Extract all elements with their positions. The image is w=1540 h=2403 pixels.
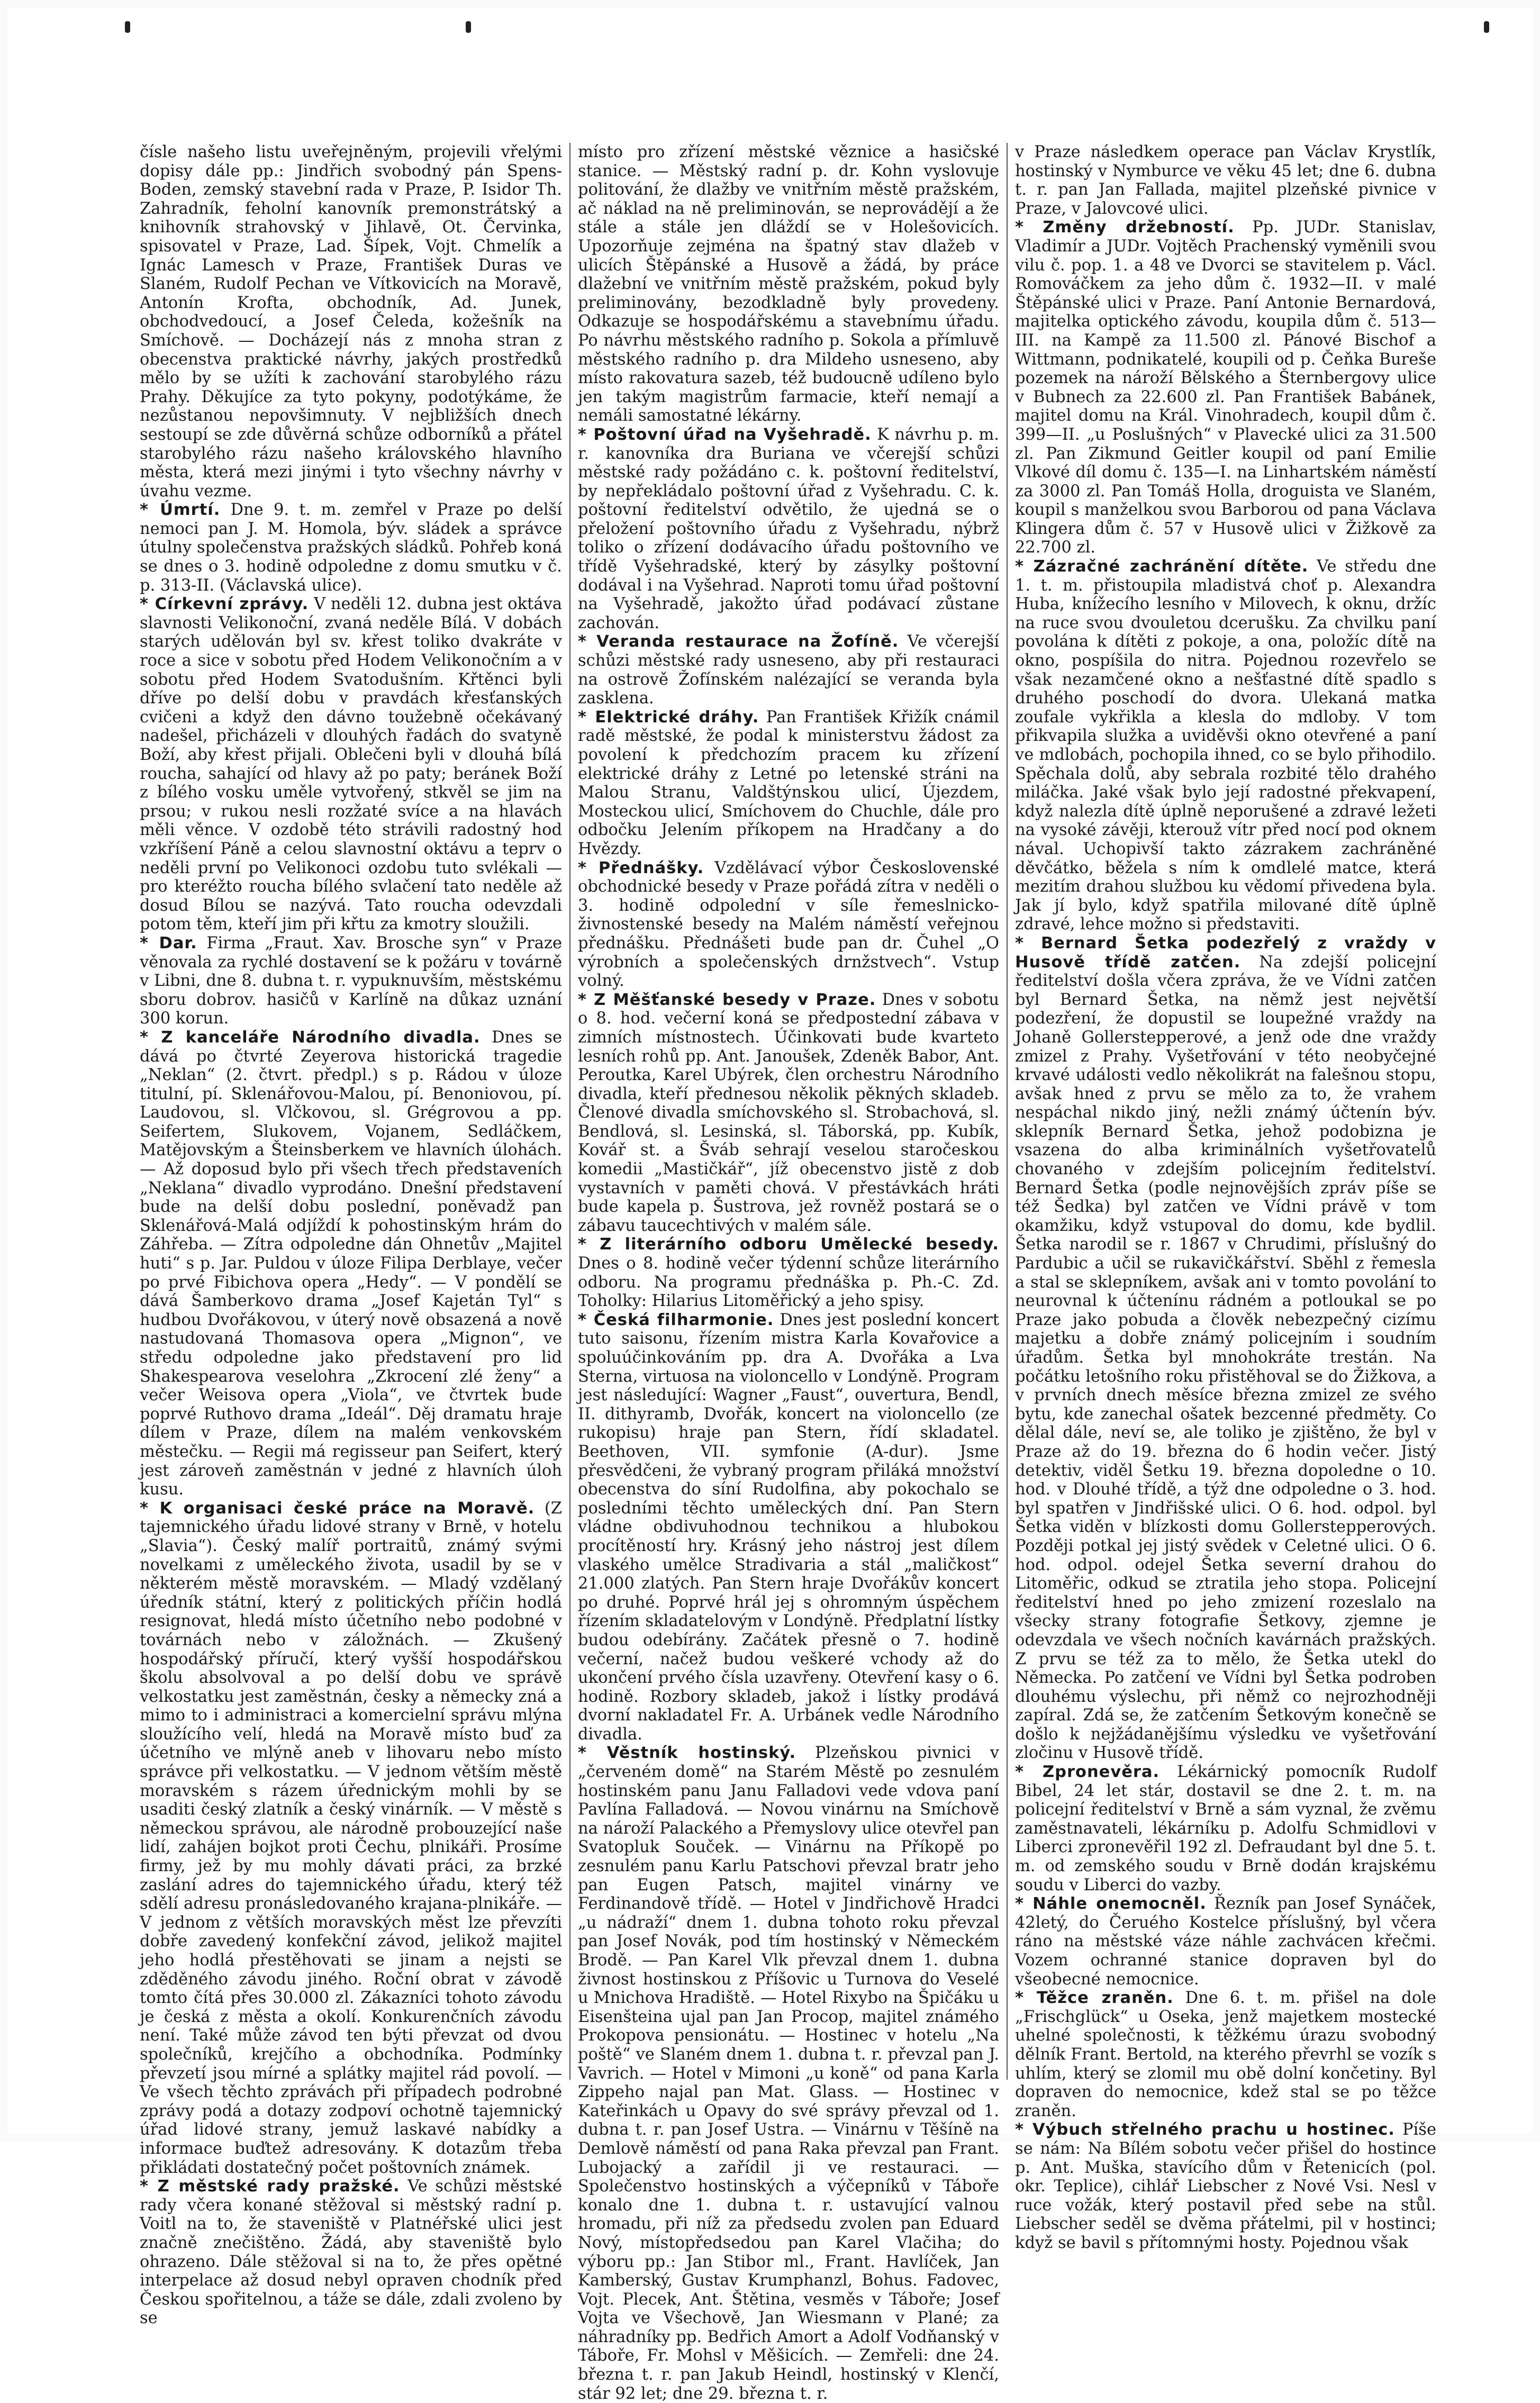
news-item xyxy=(1015,2120,1436,2252)
news-item-text: místo pro zřízení městské věznice a hasičské stanice. — Městský radní p. dr. Kohn vyslovuje politování, že dlažby ve vnitřním městě pražském, ač náklad na ně preliminován, se neprovádějí a že stále a stále jen dláždí se v Holešovicích. Upozorňuje zejména na špatný stav dlažeb v ulicích Štěpánské a Husově a žádá, by práce dlažební ve vnitřním městě pražském, pokud byly preliminovány, bezodkladně byly provedeny. Odkazuje se hospodářskému a stavebnímu úřadu. Po návrhu městského radního p. Sokola a přímluvě městského radního p. dra Mildeho usneseno, aby místo rakovatura sazeb, též budoucně udíleno bylo jen takým magistrům farmacie, kteří nemají a nemáli samostatné lékárny. xyxy=(578,143,999,425)
scan-mark xyxy=(1484,21,1489,33)
news-item xyxy=(1015,1763,1436,1894)
news-item xyxy=(140,595,562,934)
news-item-heading: * K organisaci české práce na Moravě. xyxy=(140,1499,535,1518)
newspaper-page xyxy=(132,143,1445,2403)
news-item-text: Lékárnický pomocník Rudolf Bibel, 24 let stár, dostavil se dne 2. t. m. na policejní ředitelství v Brně a sám vyznal, že zvěmu zaměstnavateli, lékárníku p. Adolfu Schmidlovi v Liberci zpronevěřil 192 zl. Defraudant byl dne 5. t. m. od zemského soudu v Brně dodán krajskému soudu v Liberci do vazby. xyxy=(1015,1763,1436,1894)
news-item-heading: * Výbuch střelného prachu u hostinec. xyxy=(1015,2120,1395,2139)
news-item-text: K návrhu p. m. r. kanovníka dra Buriana ve včerejší schůzi městské rady požádáno c. k. poštovní ředitelství, by nepřekládalo poštovní úřad z Vyšehradu. C. k. poštovní ředitelství odvětilo, že ujedná se o přeložení poštovního úřadu z Vyšehradu, nýbrž toliko o zřízení dodávacího úřadu poštovního ve třídě Vyšehradské, který by zásylky poštovní dodával i na Vyšehrad. Naproti tomu úřad poštovní na Vyšehradě, jakožto úřad podávací zůstane zachován. xyxy=(578,425,1000,632)
news-item-text: Ve schůzi městské rady včera konané stěžoval si městský radní p. Voitl na to, že staveniště v Platnéřské ulici jest značně znečištěno. Žádá, aby staveniště bylo ohrazeno. Dále stěžoval si na to, že přes opětné interpelace až dosud nebyl opraven chodník před Českou spořitelnou, a táže se dále, zdali zvoleno by se xyxy=(140,2177,563,2328)
news-item-heading: * Česká filharmonie. xyxy=(578,1310,774,1329)
news-item xyxy=(140,934,562,1028)
news-item-heading: * Z literárního odboru Umělecké besedy. xyxy=(578,1235,999,1254)
news-item-text: Vzdělávací výbor Československé obchodnické besedy v Praze pořádá zítra v neděli o 3. hodině odpolední v síle řemeslnicko-živnostenské besedy na Malém náměstí veřejnou přednášku. Přednášeti bude pan dr. Čuhel „O výrobních a společenských drnžstvech“. Vstup volný. xyxy=(578,858,999,991)
news-item xyxy=(140,143,562,501)
news-item-text: Na zdejší policejní ředitelství došla včera zpráva, že ve Vídni zatčen byl Bernard Šetka, na němž jest největší podezření, že dopustil se loupežné vraždy na Johaně Gollerstepperové, a jenž ode dne vraždy zmizel z Prahy. Vyšetřování v této neobyčejné krvavé události vedlo několikrát na falešnou stopu, avšak hned z prvu se mělo za to, že vrahem nespáchal nikdo jiný, nežli známý účtenín býv. sklepník Bernard Šetka, jehož podobizna je vsazena do alba kriminálních vyšetřovatelů chovaného v zdejším policejním ředitelství. Bernard Šetka (podle nejnovějších zpráv píše se též Šedka) byl zatčen ve Vídni právě v tom okamžiku, když vstupoval do domu, kde bydlil. Šetka narodil se r. 1867 v Chrudimi, příslušný do Pardubic a učil se rukavičkářství. Sběhl z řemesla a stal se sklepníkem, avšak ani v tomto povolání to neurovnal k účtenínu rádném a potloukal se po Praze jako pobuda a člověk nebezpečný cizímu majetku a dobře známý policejním i soudním úřadům. Šetka byl mnohokráte trestán. Na počátku letošního roku přistěhoval se do Žižkova, a v prvních dnech měsíce března zmizel ze svého bytu, kde zanechal ošatek bezcenné předměty. Co dělal dále, neví se, ale toliko je zjištěno, že byl v Praze až do 19. března do 6 hodin večer. Jistý detektiv, viděl Šetku 19. března dopoledne o 10. hod. v Dlouhé třídě, a týž dne odpoledne o 3. hod. byl spatřen v Jindřišské ulici. O 6. hod. odpol. byl Šetka viděn v blízkosti domu Gollerstepperových. Později potkal jej jistý svědek v Celetné ulici. O 6. hod. odpol. odejel Šetka severní drahou do Litoměřic, odkud se ztratila jeho stopa. Policejní ředitelství hned po jeho zmizení rozeslalo na všecky strany fotografie Šetkovy, zjemne je odevzdala ve všech nočních kavárnách pražských. Z prvu se též za to mělo, že Šetka utekl do Německa. Po zatčení ve Vídni byl Šetka podroben dlouhému výslechu, při němž co nejrozhodněji zapíral. Zdá se, že zatčením Šetkovým konečně se došlo k nejžádanějšímu výsledku ve vyšetřování zločinu v Husově třídě. xyxy=(1015,953,1436,1763)
news-item xyxy=(578,1744,999,2403)
news-item-heading: * Církevní zprávy. xyxy=(140,595,309,614)
news-item-heading: * Úmrtí. xyxy=(140,501,221,520)
news-item-text: v Praze následkem operace pan Václav Krystlík, hostinský v Nymburce ve věku 45 let; dne 6. dubna t. r. pan Jan Fallada, majitel plzeňské pivnice v Praze, v Jalovcové ulici. xyxy=(1015,143,1436,218)
news-item-text: Řezník pan Josef Synáček, 42letý, do Čeruého Kostelce příslušný, byl včera ráno na městské váze náhle zachvácen křečmi. Vozem ochranné stanice dopraven byl do všeobecné nemocnice. xyxy=(1015,1894,1436,1989)
news-item-text: Dnes se dává po čtvrté Zeyerova historická tragedie „Neklan“ (2. čtvrt. předpl.) s p. Rádou v úloze titulní, pí. Sklenářovou-Malou, pí. Benoniovou, pí. Laudovou, sl. Vlčkovou, sl. Grégrovou a pp. Seifertem, Slukovem, Vojanem, Sedláčkem, Matějovským a Šteinsberkem ve hlavních úlohách. — Až doposud bylo při všech třech představeních „Neklana“ divadlo vyprodáno. Dnešní představení bude na delší dobu poslední, poněvadž pan Sklenářová-Malá odjíždí k pohostinským hrám do Záhřeba. — Zítra odpoledne dán Ohnetův „Majitel huti“ s p. Jar. Puldou v úloze Filipa Derblaye, večer po prvé Fibichova opera „Hedy“. — V pondělí se dává Šamberkovo drama „Josef Kajetán Tyl“ s hudbou Dvořákovou, v úterý nově obsazená a nově nastudovaná Thomasova opera „Mignon“, ve středu odpoledne jako představení pro lid Shakespearova veselohra „Zkrocení zlé ženy“ a večer Weisova opera „Viola“, ve čtvrtek bude poprvé Ruthovo drama „Ideál“. Děj dramatu hraje dílem v Praze, dílem na malém venkovském městečku. — Regii má regisseur pan Seifert, který jest zároveň zaměstnán v jedné z hlavních úloh kusu. xyxy=(140,1028,563,1499)
news-item xyxy=(578,632,999,708)
news-item-text: Dnes o 8. hodině večer týdenní schůze literárního odboru. Na programu přednáška p. Ph.-C. Zd. Toholky: Hilarius Litoměřický a jeho spisy. xyxy=(578,1254,999,1311)
news-item-text: Pp. JUDr. Stanislav, Vladimír a JUDr. Vojtěch Prachenský vyměnili svou vilu č. pop. 1. a 48 ve Dvorci se stavitelem p. Václ. Romováčkem za jeho dům č. 1932—II. v malé Štěpánské ulici v Praze. Paní Antonie Bernardová, majitelka optického závodu, koupila dům č. 513—III. na Kampě za 11.500 zl. Pánové Bischof a Wittmann, podnikatelé, koupili od p. Čeňka Bureše pozemek na nároží Bělského a Šternbergovy ulice v Bubnech za 22.600 zl. Pan František Babánek, majitel domu na Král. Vinohradech, koupil dům č. 399—II. „u Poslušných“ v Plavecké ulici za 31.500 zl. Pan Zikmund Geitler koupil od paní Emilie Vlkové díl domu č. 135—I. na Linhartském náměstí za 3000 zl. Pan Tomáš Holla, droguista ve Slaném, koupil s manželkou svou Barborou od pana Václava Klingera dům č. 57 v Husově ulici v Žižkově za 22.700 zl. xyxy=(1015,218,1437,557)
scan-mark xyxy=(125,21,130,33)
news-item-text: Pan František Křižík cnámil radě městské, že podal k ministerstvu žádost za povolení k předchozím pracem ku zřízení elektrické dráhy z Letné po letenské stráni na Malou Stranu, Valdštýnskou ulicí, Újezdem, Mosteckou ulicí, Smíchovem do Chuchle, dále pro odbočku Jelením příkopem na Hradčany a do Hvězdy. xyxy=(578,708,999,858)
news-item-heading: * Změny držebností. xyxy=(1015,218,1235,237)
news-item xyxy=(140,2177,562,2328)
news-item-heading: * Bernard Šetka podezřelý z vraždy v Husově třídě zatčen. xyxy=(1015,933,1436,972)
news-item xyxy=(1015,1894,1436,1989)
scan-mark xyxy=(466,21,471,33)
news-item xyxy=(1015,934,1436,1763)
column-left xyxy=(132,143,569,2328)
news-item xyxy=(140,1499,562,2177)
news-item-text: čísle našeho listu uveřejněným, projevili vřelými dopisy dále pp.: Jindřich svobodný pán Spens-Boden, zemský stavební rada v Praze, P. Isidor Th. Zahradník, feholní kanovník premonstrátský a knihovník strahovský v Jihlavě, Ot. Červinka, spisovatel v Praze, Lad. Šípek, Vojt. Chmelík a Ignác Lamesch v Praze, František Duras ve Slaném, Rudolf Pechan ve Vítkovicích na Moravě, Antonín Krofta, obchodník, Ad. Junek, obchodvedoucí, a Josef Čeleda, kožešník na Smíchově. — Docházejí nás z mnoha stran z obecenstva praktické návrhy, jakých prostředků mělo by se užíti k zachování starobylého rázu Prahy. Děkujíce za tyto pokyny, podotýkáme, že nezůstanou nepovšimnuty. V nejbližších dnech sestoupí se zde důvěrná schůze odborníků a přátel starobylého rázu našeho královského hlavního města, která mezi jinými i tyto všechny návrhy v úvahu vezme. xyxy=(140,143,562,501)
news-item-heading: * Z Měšťanské besedy v Praze. xyxy=(578,990,876,1009)
news-item-heading: * Elektrické dráhy. xyxy=(578,708,759,727)
news-item-text: Dne 9. t. m. zemřel v Praze po delší nemoci pan J. M. Homola, býv. sládek a správce útulny společenstva pražských sládků. Pohřeb koná se dnes o 3. hodině odpoledne z domu smutku v č. p. 313-II. (Václavská ulice). xyxy=(140,501,562,595)
news-item-text: (Z tajemnického úřadu lidové strany v Brně, v hotelu „Slavia“). Český malíř portraitů, známý svými novelkami z uměleckého života, usadil by se v některém městě moravském. — Mladý vzdělaný úředník státní, který z politických příčin hodlá resignovat, hledá místo účetního nebo podobné v továrnách nebo v záložnách. — Zkušený hospodářský příručí, který vyšší hospodářskou školu absolvoval a po delší dobu ve správě velkostatku jest zaměstnán, česky a německy zná a mimo to i administraci a komercielní správu mlýna sloužícího velí, hledá na Moravě místo buď za účetního ve mlýně aneb v lihovaru nebo místo správce při velkostatku. — V jednom větším městě moravském s rázem úřednickým mohli by se usaditi český zlatník a český vinárník. — V městě s německou správou, ale národně probouzející naše lidí, zahájen bojkot proti Čechu, plnikáři. Prosíme firmy, jež by mu mohly dávati práci, za brzké zaslání adres do tajemnického úřadu, který též sdělí adresu pronásledovaného krajana-plnikáře. — V jednom z větších moravských měst lze převzíti dobře zavedený konfekční závod, jelikož majitel jeho hodlá přestěhovati se jinam a nejsti se zděděného závodu jiného. Roční obrat v závodě tomto čítá přes 30.000 zl. Zákazníci tohoto závodu je česká z města a okolí. Konkurenčních závodu není. Také může závod ten býti převzat od dvou společníků, krejčího a obchodníka. Podmínky převzetí jsou mírné a splátky majitel rád povolí. — Ve všech těchto zprávách při případech podrobné zprávy podá a dotazy zodpoví ochotně tajemnický úřad lidové strany, jemuž laskavé nabídky a informace buďtež adresovány. K dotazům třeba přikládati dostatečný počet poštovních známek. xyxy=(140,1499,562,2177)
news-item-text: Píše se nám: Na Bílém sobotu večer přišel do hostince p. Ant. Muška, stavícího dům v Řetenicích (pol. okr. Teplice), cihlář Liebscher z Nové Vsi. Nesl v ruce vožák, který postavil před sebe na stůl. Liebscher seděl se dvěma přátelmi, pil v hostinci; když se bavil s přítomnými hosty. Pojednou však xyxy=(1015,2120,1436,2252)
news-item xyxy=(578,708,999,859)
news-item-heading: * Zpronevěra. xyxy=(1015,1763,1160,1782)
news-item-heading: * Veranda restaurace na Žofíně. xyxy=(578,632,899,651)
column-middle xyxy=(569,143,1007,2403)
news-item-text: V neděli 12. dubna jest oktáva slavnosti Velikonoční, zvaná neděle Bílá. V dobách starých udělován byl sv. křest toliko dvakráte v roce a sice v sobotu před Hodem Velikonočním a v sobotu před Hodem Svatodušním. Křtěnci byli dříve po delší dobu v pravdách křesťanských cvičeni a když den dávno toužebně očekávaný nadešel, přicházeli v dlouhých řadách do svatyně Boží, aby křest přijali. Oblečeni byli v dlouhá bílá roucha, sahající od hlavy až po paty; beránek Boží z bílého vosku uměle vytvořený, stkvěl se jim na prsou; v rukou nesli rozžaté svíce a na hlavách měli věnce. V ozdobě této strávili radostný hod vzkříšení Páně a celou slavnostní oktávu a teprv o neděli první po Velikonoci ozdobu tuto svlékali — pro kteréžto roucha bílého svlačení tato neděle až dosud Bílou se nazývá. Tato roucha odevzdali potom těm, kteří jim při křtu za kmotry sloužili. xyxy=(140,595,563,934)
news-item xyxy=(1015,1989,1436,2120)
news-item xyxy=(578,1235,999,1310)
news-item-text: Dnes jest poslední koncert tuto saisonu, řízením mistra Karla Kovařovice a spoluúčinkováním pp. dra A. Dvořáka a Lva Sterna, virtuosa na violoncello v Londýně. Program jest následující: Wagner „Faust“, ouvertura, Bendl, II. dithyramb, Dvořák, koncert na violoncello (ze rukopisu) hraje pan Stern, řídí skladatel. Beethoven, VII. symfonie (A-dur). Jsme přesvědčeni, že vybraný program přiláká množství obecenstva do síní Rudolfina, aby pokochalo se posledními těchto uměleckých dní. Pan Stern vládne obdivuhodnou technikou a hlubokou procítěností hry. Krásný jeho nástroj jest dílem vlaského umělce Stradivaria a stál „maličkost“ 21.000 zlatých. Pan Stern hraje Dvořákův koncert po druhé. Poprvé hrál jej s ohromným úspěchem řízením skladatelovým v Londýně. Předplatní lístky budou odebírány. Začátek přesně o 7. hodině večerní, načež budou veškeré vchody až do ukončení prvého čísla uzavřeny. Otevření kasy o 6. hodině. Rozbory skladeb, jakož i lístky prodává dvorní nakladatel Fr. A. Urbánek vedle Národního divadla. xyxy=(578,1310,999,1744)
news-item-heading: * Věstník hostinský. xyxy=(578,1744,796,1763)
news-item-heading: * Dar. xyxy=(140,933,197,953)
news-item-heading: * Z kanceláře Národního divadla. xyxy=(140,1028,481,1047)
news-item xyxy=(1015,218,1436,557)
news-item-heading: * Z městské rady pražské. xyxy=(140,2177,400,2196)
news-item-heading: * Těžce zraněn. xyxy=(1015,1989,1174,2008)
news-item xyxy=(1015,557,1436,934)
news-item-heading: * Přednášky. xyxy=(578,858,704,877)
news-item xyxy=(1015,143,1436,218)
news-item-text: Dnes v sobotu o 8. hod. večerní koná se předpostední zábava v zimních místnostech. Účinkovati bude kvarteto lesních rohů pp. Ant. Janoušek, Zdeněk Babor, Ant. Peroutka, Karel Ubýrek, člen orchestru Národního divadla, kteří přednesou několik pěkných skladeb. Členové divadla smíchovského sl. Strobachová, sl. Bendlová, sl. Lesinská, sl. Táborská, pp. Kubík, Kovář st. a Šváb sehrají veselou staročeskou komedii „Mastičkář“, jíž obecenstvo jistě z dob vystavních v paměti chová. V přestávkách hráti bude kapela p. Šustrova, jež rovněž postará se o zábavu taucechtivých v malém sále. xyxy=(578,990,999,1235)
news-item-heading: * Náhle onemocněl. xyxy=(1015,1894,1207,1914)
news-item-heading: * Poštovní úřad na Vyšehradě. xyxy=(578,425,872,444)
news-item-text: Ve včerejší schůzi městské rady usneseno, aby při restauraci na ostrově Žofínském nalézající se veranda byla zasklena. xyxy=(578,632,1000,708)
news-item xyxy=(140,501,562,595)
news-item-text: Dne 6. t. m. přišel na dole „Frischglück“ u Oseka, jenž majetkem mostecké uhelné společnosti, k těžkému úrazu svobodný dělník Frant. Bertold, na kterého převrhl se vozík s uhlím, který se zlomil mu obě dolní končetiny. Byl dopraven do nemocnice, kdež stal se po těžce zraněn. xyxy=(1015,1989,1436,2120)
news-item xyxy=(578,859,999,991)
news-item xyxy=(578,143,999,425)
news-item xyxy=(140,1028,562,1499)
column-right xyxy=(1007,143,1444,2252)
news-item xyxy=(578,425,999,633)
news-item xyxy=(578,1311,999,1744)
news-item-text: Ve středu dne 1. t. m. přistoupila mladistvá choť p. Alexandra Huba, knížecího lesního v Milovech, k oknu, držíc na ruce svou dvouletou dcerušku. Za chvilku paní povolána k dítěti z pokoje, a ona, položíc dítě na okno, pospíšila do nitra. Pojednou rozevřelo se však nezamčené okno a nešťastné dítě spadlo s druhého poschodí do dvora. Ulekaná matka zoufale vykřikla a klesla do mdloby. V tom přikvapila služka a uviděvši okno otevřené a paní ve mdlobách, pochopila ihned, co se bylo přihodilo. Spěchala dolů, aby sebrala rozbité tělo drahého miláčka. Jaké však bylo její radostné překvapení, když nalezla dítě úplně neporušené a zdravé ležeti na vysoké závěji, kterouž vítr před nocí pod oknem nával. Uchopivší takto zázrakem zachráněné děvčátko, běžela s ním k omdlelé matce, která mezitím drahou službou ku vědomí přivedena byla. Jak jí bylo, když spatřila milované dítě úplně zdravé, lehce možno si představiti. xyxy=(1015,557,1437,934)
news-item-heading: * Zázračné zachránění dítěte. xyxy=(1015,557,1309,576)
news-item-text: Plzeňskou pivnici v „červeném domě“ na Starém Městě po zesnulém hostinském panu Janu Falladovi vede vdova paní Pavlína Falladová. — Novou vinárnu na Smíchově na nároží Palackého a Přemyslovy ulice otevřel pan Svatopluk Souček. — Vinárnu na Příkopě po zesnulém panu Karlu Patschovi převzal bratr jeho pan Eugen Patsch, majitel vinárny ve Ferdinandově třídě. — Hotel v Jindřichově Hradci „u nádraží“ dnem 1. dubna tohoto roku převzal pan Josef Novák, pod tím hostinský v Německém Brodě. — Pan Karel Vlk převzal dnem 1. dubna živnost hostinskou z Příšovic u Turnova do Veselé u Mnichova Hradiště. — Hotel Rixybo na Špičáku u Eisenšteina ujal pan Jan Procop, majitel známého Prokopova pensionátu. — Hostinec v hotelu „Na poště“ ve Slaném dnem 1. dubna t. r. převzal pan J. Vavrich. — Hotel v Mimoni „u koně“ od pana Karla Zippeho najal pan Mat. Glass. — Hostinec v Kateřinkách u Opavy do své správy převzal od 1. dubna t. r. pan Josef Ustra. — Vinárnu v Těšíně na Demlově náměstí od pana Raka převzal pan Frant. Lubojacký a zařídil ji ve restauraci. — Společenstvo hostinských a výčepníků v Táboře konalo dne 1. dubna t. r. ustavující valnou hromadu, při níž za předsedu zvolen pan Eduard Nový, místopředsedou pan Karel Vlačiha; do výboru pp.: Jan Stibor ml., Frant. Havlíček, Jan Kamberský, Gustav Krumphanzl, Bohus. Fadovec, Vojt. Plecek, Ant. Štětina, vesměs v Táboře; Josef Vojta ve Všechově, Jan Wiesmann v Plané; za náhradníky pp. Bedřich Amort a Adolf Vodňanský v Táboře, Fr. Mohsl v Měšicích. — Zemřeli: dne 24. března t. r. pan Jakub Heindl, hostinský v Klenčí, stár 92 let; dne 29. března t. r. xyxy=(578,1744,1000,2403)
news-item-text: Firma „Fraut. Xav. Brosche syn“ v Praze věnovala za rychlé dostavení se k požáru v továrně v Libni, dne 8. dubna t. r. vypuknuvším, městskému sboru dobrov. hasičů v Karlíně na důkaz uznání 300 korun. xyxy=(140,933,563,1028)
news-item xyxy=(578,991,999,1236)
